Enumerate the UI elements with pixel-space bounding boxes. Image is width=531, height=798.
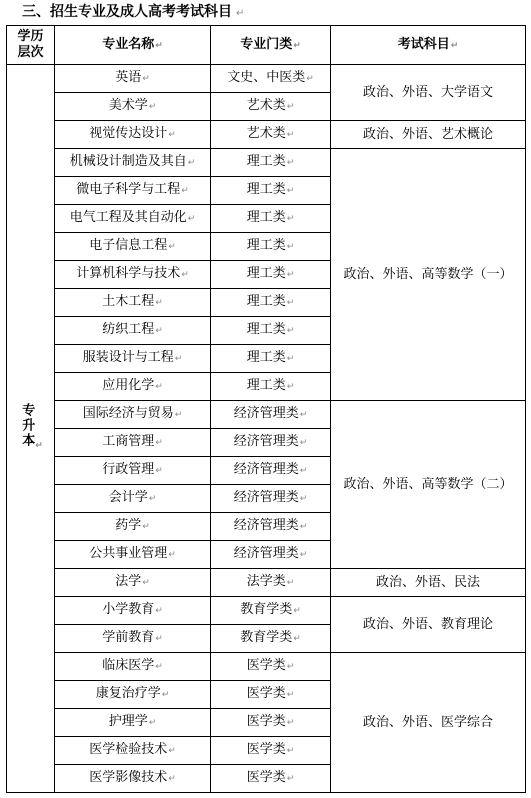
cell-mark-icon: ↵ [299, 466, 308, 476]
major-category-cell [211, 681, 331, 709]
major-name: 学前教育 [102, 630, 155, 645]
major-category: 经济管理类 [233, 406, 299, 421]
section-heading-text: 三、招生专业及成人高考考试科目 [22, 4, 232, 20]
cell-mark-icon: ↵ [155, 662, 163, 672]
major-category-cell [211, 709, 331, 737]
major-name: 国际经济与贸易 [82, 406, 174, 421]
major-category: 教育学类 [240, 602, 293, 617]
cell-mark-icon: ↵ [286, 214, 295, 224]
major-name-cell [55, 429, 211, 457]
cell-mark-icon: ↵ [174, 354, 183, 364]
major-category-cell [211, 597, 331, 625]
section-heading [22, 2, 244, 24]
table-row [7, 597, 526, 625]
major-name: 临床医学 [102, 658, 155, 673]
exam-subjects-cell [331, 401, 526, 569]
major-category: 理工类 [246, 266, 286, 281]
major-name: 英语 [115, 70, 142, 85]
major-name-cell [55, 597, 211, 625]
cell-mark-icon: ↵ [161, 690, 170, 700]
major-category: 理工类 [246, 182, 286, 197]
major-category-cell [211, 233, 331, 261]
major-name: 法学 [115, 574, 142, 589]
cell-mark-icon: ↵ [293, 634, 301, 644]
cell-mark-icon: ↵ [286, 158, 295, 168]
paragraph-mark-icon: ↵ [236, 8, 245, 19]
exam-subjects-cell [331, 149, 526, 401]
major-name-cell [55, 737, 211, 765]
major-category: 艺术类 [246, 98, 286, 113]
major-name-cell [55, 373, 211, 401]
table-row [7, 401, 526, 429]
table-row [7, 149, 526, 177]
header-education-level [7, 26, 55, 65]
major-category-cell [211, 485, 331, 513]
major-name-cell [55, 177, 211, 205]
major-name: 医学影像技术 [89, 770, 168, 785]
cell-mark-icon: ↵ [155, 438, 163, 448]
major-category: 医学类 [246, 770, 286, 785]
exam-subjects: 政治、外语、民法 [375, 574, 480, 590]
cell-mark-icon: ↵ [299, 438, 308, 448]
major-category-cell [211, 205, 331, 233]
cell-mark-icon: ↵ [168, 130, 176, 140]
table-body [7, 65, 526, 793]
header-major-name-text: 专业名称 [102, 36, 155, 52]
exam-subjects-cell [331, 569, 526, 597]
major-name: 服装设计与工程 [82, 350, 174, 365]
header-education-level-text: 学历 层次 [17, 29, 44, 60]
major-name-cell [55, 401, 211, 429]
major-category-cell [211, 289, 331, 317]
major-category: 理工类 [246, 210, 286, 225]
cell-mark-icon: ↵ [286, 382, 295, 392]
major-name-cell [55, 625, 211, 653]
major-category-cell [211, 541, 331, 569]
table-row [7, 65, 526, 93]
major-category-cell [211, 121, 331, 149]
major-category: 理工类 [246, 378, 286, 393]
cell-mark-icon: ↵ [168, 242, 176, 252]
education-level-text: 专升本 [19, 403, 35, 448]
cell-mark-icon: ↵ [286, 298, 295, 308]
header-exam-subjects [331, 26, 526, 65]
cell-mark-icon: ↵ [187, 158, 196, 168]
cell-mark-icon: ↵ [286, 578, 295, 588]
major-name-cell [55, 765, 211, 793]
major-category-cell [211, 457, 331, 485]
major-category: 理工类 [246, 350, 286, 365]
major-name: 机械设计制造及其自 [69, 154, 187, 169]
major-name-cell [55, 65, 211, 93]
major-name-cell [55, 345, 211, 373]
exam-subjects-cell [331, 653, 526, 793]
major-name: 视觉传达设计 [89, 126, 168, 141]
major-category-cell [211, 737, 331, 765]
major-name: 医学检验技术 [89, 742, 168, 757]
cell-mark-icon: ↵ [155, 466, 163, 476]
cell-mark-icon: ↵ [293, 40, 301, 51]
exam-subjects-cell [331, 65, 526, 121]
cell-mark-icon: ↵ [187, 214, 196, 224]
exam-subjects: 政治、外语、艺术概论 [362, 126, 493, 142]
cell-mark-icon: ↵ [181, 270, 189, 280]
table-header-row [7, 26, 526, 65]
major-name: 美术学 [108, 98, 148, 113]
cell-mark-icon: ↵ [450, 40, 459, 51]
major-name-cell [55, 569, 211, 597]
cell-mark-icon: ↵ [35, 441, 43, 451]
admission-table [6, 25, 526, 793]
cell-mark-icon: ↵ [286, 102, 295, 112]
cell-mark-icon: ↵ [148, 494, 157, 504]
major-category-cell [211, 401, 331, 429]
cell-mark-icon: ↵ [286, 718, 295, 728]
cell-mark-icon: ↵ [299, 522, 308, 532]
exam-subjects: 政治、外语、医学综合 [362, 714, 493, 730]
exam-subjects: 政治、外语、大学语文 [362, 84, 493, 100]
major-name-cell [55, 709, 211, 737]
cell-mark-icon: ↵ [286, 326, 295, 336]
major-category-cell [211, 93, 331, 121]
cell-mark-icon: ↵ [155, 298, 163, 308]
major-category: 教育学类 [240, 630, 293, 645]
major-category: 理工类 [246, 322, 286, 337]
major-category: 医学类 [246, 658, 286, 673]
major-name-cell [55, 513, 211, 541]
major-category-cell [211, 625, 331, 653]
major-category: 文史、中医类 [227, 70, 306, 85]
major-name: 应用化学 [102, 378, 155, 393]
major-name-cell [55, 149, 211, 177]
table-row [7, 121, 526, 149]
major-category-cell [211, 429, 331, 457]
cell-mark-icon: ↵ [286, 354, 295, 364]
exam-subjects: 政治、外语、高等数学（一） [343, 266, 513, 282]
major-category-cell [211, 149, 331, 177]
major-name: 纺织工程 [102, 322, 155, 337]
major-category: 法学类 [246, 574, 286, 589]
cell-mark-icon: ↵ [306, 74, 314, 84]
major-name: 微电子科学与工程 [76, 182, 181, 197]
major-category-cell [211, 373, 331, 401]
major-name-cell [55, 653, 211, 681]
cell-mark-icon: ↵ [299, 494, 308, 504]
cell-mark-icon: ↵ [286, 662, 295, 672]
cell-mark-icon: ↵ [155, 606, 163, 616]
cell-mark-icon: ↵ [293, 606, 301, 616]
cell-mark-icon: ↵ [168, 746, 176, 756]
major-name-cell [55, 93, 211, 121]
major-name: 土木工程 [102, 294, 155, 309]
major-name-cell [55, 121, 211, 149]
cell-mark-icon: ↵ [181, 186, 189, 196]
cell-mark-icon: ↵ [142, 522, 150, 532]
cell-mark-icon: ↵ [155, 382, 163, 392]
major-name: 康复治疗学 [95, 686, 161, 701]
major-name-cell [55, 261, 211, 289]
cell-mark-icon: ↵ [299, 550, 308, 560]
major-category-cell [211, 345, 331, 373]
major-name-cell [55, 233, 211, 261]
cell-mark-icon: ↵ [148, 718, 157, 728]
major-category: 医学类 [246, 686, 286, 701]
major-name-cell [55, 541, 211, 569]
header-major-name [55, 26, 211, 65]
major-name: 小学教育 [102, 602, 155, 617]
cell-mark-icon: ↵ [286, 774, 295, 784]
major-category-cell [211, 513, 331, 541]
cell-mark-icon: ↵ [286, 270, 295, 280]
exam-subjects-cell [331, 597, 526, 653]
cell-mark-icon: ↵ [155, 634, 163, 644]
major-category: 经济管理类 [233, 462, 299, 477]
cell-mark-icon: ↵ [286, 690, 295, 700]
major-category-cell [211, 765, 331, 793]
major-category-cell [211, 65, 331, 93]
cell-mark-icon: ↵ [142, 74, 150, 84]
major-name-cell [55, 289, 211, 317]
table-row [7, 569, 526, 597]
major-name: 电气工程及其自动化 [69, 210, 187, 225]
cell-mark-icon: ↵ [155, 40, 163, 51]
header-major-category-text: 专业门类 [240, 36, 293, 52]
major-name: 行政管理 [102, 462, 155, 477]
major-category: 理工类 [246, 238, 286, 253]
cell-mark-icon: ↵ [155, 326, 163, 336]
cell-mark-icon: ↵ [174, 410, 183, 420]
major-category-cell [211, 653, 331, 681]
major-name-cell [55, 205, 211, 233]
table-row [7, 653, 526, 681]
cell-mark-icon: ↵ [286, 186, 295, 196]
cell-mark-icon: ↵ [168, 550, 176, 560]
cell-mark-icon: ↵ [299, 410, 308, 420]
cell-mark-icon: ↵ [148, 102, 157, 112]
cell-mark-icon: ↵ [286, 746, 295, 756]
education-level-cell [7, 65, 55, 793]
major-name-cell [55, 457, 211, 485]
major-category: 经济管理类 [233, 546, 299, 561]
major-category-cell [211, 261, 331, 289]
major-category: 经济管理类 [233, 518, 299, 533]
cell-mark-icon: ↵ [168, 774, 176, 784]
cell-mark-icon: ↵ [142, 578, 150, 588]
exam-subjects: 政治、外语、高等数学（二） [343, 476, 513, 492]
cell-mark-icon: ↵ [286, 130, 295, 140]
major-category: 医学类 [246, 714, 286, 729]
major-category-cell [211, 569, 331, 597]
major-name: 护理学 [108, 714, 148, 729]
major-category-cell [211, 317, 331, 345]
major-name: 计算机科学与技术 [76, 266, 181, 281]
cell-mark-icon: ↵ [286, 242, 295, 252]
major-name-cell [55, 317, 211, 345]
major-category: 经济管理类 [233, 434, 299, 449]
exam-subjects-cell [331, 121, 526, 149]
major-name: 公共事业管理 [89, 546, 168, 561]
major-category: 理工类 [246, 294, 286, 309]
major-name: 会计学 [108, 490, 148, 505]
major-category: 艺术类 [246, 126, 286, 141]
exam-subjects: 政治、外语、教育理论 [362, 616, 493, 632]
major-category: 理工类 [246, 154, 286, 169]
major-category: 经济管理类 [233, 490, 299, 505]
major-name: 电子信息工程 [89, 238, 168, 253]
major-category: 医学类 [246, 742, 286, 757]
header-major-category [211, 26, 331, 65]
major-category-cell [211, 177, 331, 205]
major-name: 药学 [115, 518, 142, 533]
major-name-cell [55, 485, 211, 513]
header-exam-subjects-text: 考试科目 [397, 36, 450, 52]
major-name: 工商管理 [102, 434, 155, 449]
major-name-cell [55, 681, 211, 709]
